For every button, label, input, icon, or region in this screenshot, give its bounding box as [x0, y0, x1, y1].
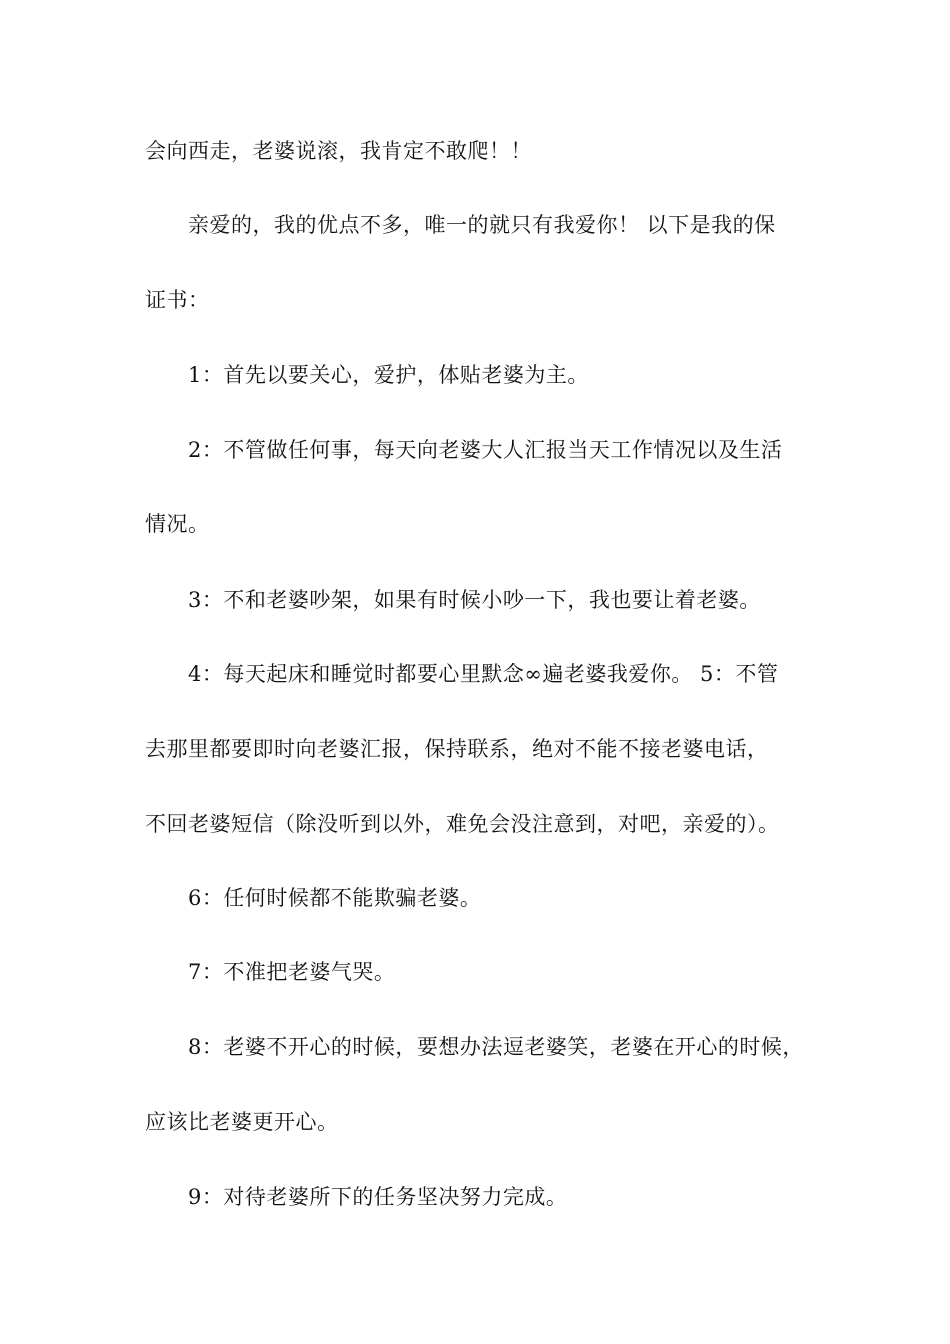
text-line: 亲爱的，我的优点不多，唯一的就只有我爱你！ 以下是我的保 — [188, 213, 776, 237]
text-line: 会向西走，老婆说滚，我肯定不敢爬！！ — [145, 139, 532, 163]
text-line: 4：每天起床和睡觉时都要心里默念∞遍老婆我爱你。 5：不管 — [188, 662, 779, 686]
text-line: 2：不管做任何事，每天向老婆大人汇报当天工作情况以及生活 — [188, 438, 783, 462]
text-line: 3：不和老婆吵架，如果有时候小吵一下，我也要让着老婆。 — [188, 588, 761, 612]
text-line: 证书： — [145, 288, 210, 312]
text-line: 6：任何时候都不能欺骗老婆。 — [188, 886, 482, 910]
text-line: 去那里都要即时向老婆汇报，保持联系，绝对不能不接老婆电话， — [145, 737, 769, 761]
text-line: 9：对待老婆所下的任务坚决努力完成。 — [188, 1185, 568, 1209]
text-line: 应该比老婆更开心。 — [145, 1110, 339, 1134]
text-line: 情况。 — [145, 512, 210, 536]
text-line: 1：首先以要关心，爱护，体贴老婆为主。 — [188, 363, 589, 387]
text-line: 7：不准把老婆气哭。 — [188, 960, 396, 984]
text-line: 不回老婆短信（除没听到以外，难免会没注意到，对吧，亲爱的）。 — [145, 812, 780, 836]
text-line: 8：老婆不开心的时候，要想办法逗老婆笑，老婆在开心的时候， — [188, 1035, 804, 1059]
